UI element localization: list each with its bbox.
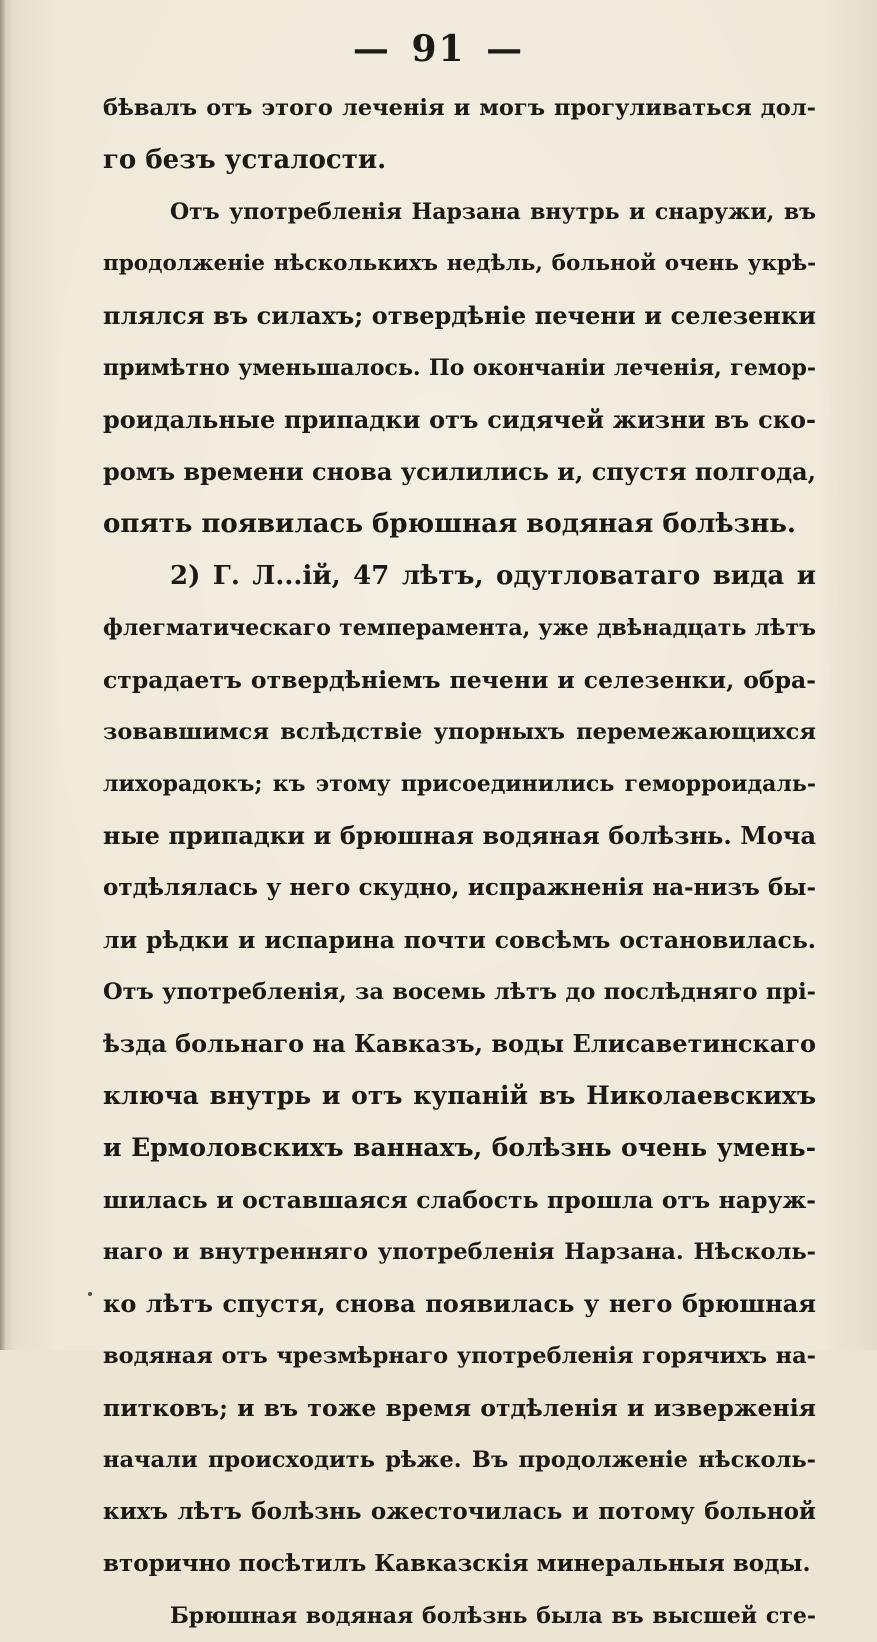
text-line: наго и внутренняго употребленія Нарзана. Нѣсколь-: [103, 1239, 816, 1265]
page-number: 91: [411, 28, 466, 70]
text-line: ѣзда больнаго на Кавказъ, воды Елисаветинскаго: [103, 1029, 816, 1058]
text-line: ли рѣдки и испарина почти совсѣмъ остановилась.: [103, 926, 816, 954]
text-line: питковъ; и въ тоже время отдѣленія и изверженія: [103, 1394, 816, 1422]
text-line: и Ермоловскихъ ваннахъ, болѣзнь очень умень-: [103, 1133, 816, 1162]
text-line: страдаетъ отвердѣніемъ печени и селезенки, обра-: [103, 666, 816, 694]
text-line: флегматическаго темперамента, уже двѣнадцать лѣтъ: [103, 615, 816, 641]
text-line: кихъ лѣтъ болѣзнь ожесточилась и потому больной: [103, 1498, 816, 1525]
text-line: продолженіе нѣсколькихъ недѣль, больной очень укрѣ-: [103, 251, 816, 276]
spine-shadow: [0, 0, 6, 1350]
text-line: водяная отъ чрезмѣрнаго употребленія горячихъ на-: [103, 1343, 816, 1369]
text-line: зовавшимся вслѣдствіе упорныхъ перемежающихся: [103, 719, 816, 745]
text-line: ные припадки и брюшная водяная болѣзнь. Моча: [103, 821, 816, 850]
header-dash-right: —: [486, 28, 525, 70]
text-line: Отъ употребленія Нарзана внутрь и снаружи, въ: [170, 199, 816, 225]
text-line: ко лѣтъ спустя, снова появилась у него брюшная: [103, 1289, 816, 1318]
paper-speck: [88, 1292, 92, 1296]
text-line: плялся въ силахъ; отвердѣніе печени и селезенки: [103, 301, 816, 330]
text-line: 2) Г. Л...ій, 47 лѣтъ, одутловатаго вида и: [170, 561, 816, 591]
text-line: лихорадокъ; къ этому присоединились геморроидаль-: [103, 771, 816, 797]
body-text: [103, 82, 816, 1642]
text-line: отдѣлялась у него скудно, испражненія на-низъ бы-: [103, 874, 816, 901]
text-line: шилась и оставшаяся слабость прошла отъ наруж-: [103, 1186, 816, 1214]
text-line: Брюшная водяная болѣзнь была въ высшей сте-: [170, 1603, 816, 1629]
text-line: ромъ времени снова усилились и, спустя полгода,: [103, 457, 816, 486]
text-line: начали происходить рѣже. Въ продолженіе нѣсколь-: [103, 1447, 816, 1473]
text-line: вторично посѣтилъ Кавказскія минеральныя воды.: [103, 1550, 811, 1577]
text-line: Отъ употребленія, за восемь лѣтъ до послѣдняго прі-: [103, 979, 816, 1005]
text-line: го безъ усталости.: [103, 145, 387, 175]
page-header: [0, 28, 877, 70]
text-line: примѣтно уменьшалось. По окончаніи леченія, гемор-: [103, 355, 816, 381]
header-dash-left: —: [352, 28, 391, 70]
text-line: ключа внутрь и отъ купаній въ Николаевскихъ: [103, 1081, 816, 1110]
text-line: опять появилась брюшная водяная болѣзнь.: [103, 509, 796, 539]
text-line: бѣвалъ отъ этого леченія и могъ прогуливаться дол-: [103, 95, 816, 121]
text-line: роидальные припадки отъ сидячей жизни въ ско-: [103, 405, 816, 434]
